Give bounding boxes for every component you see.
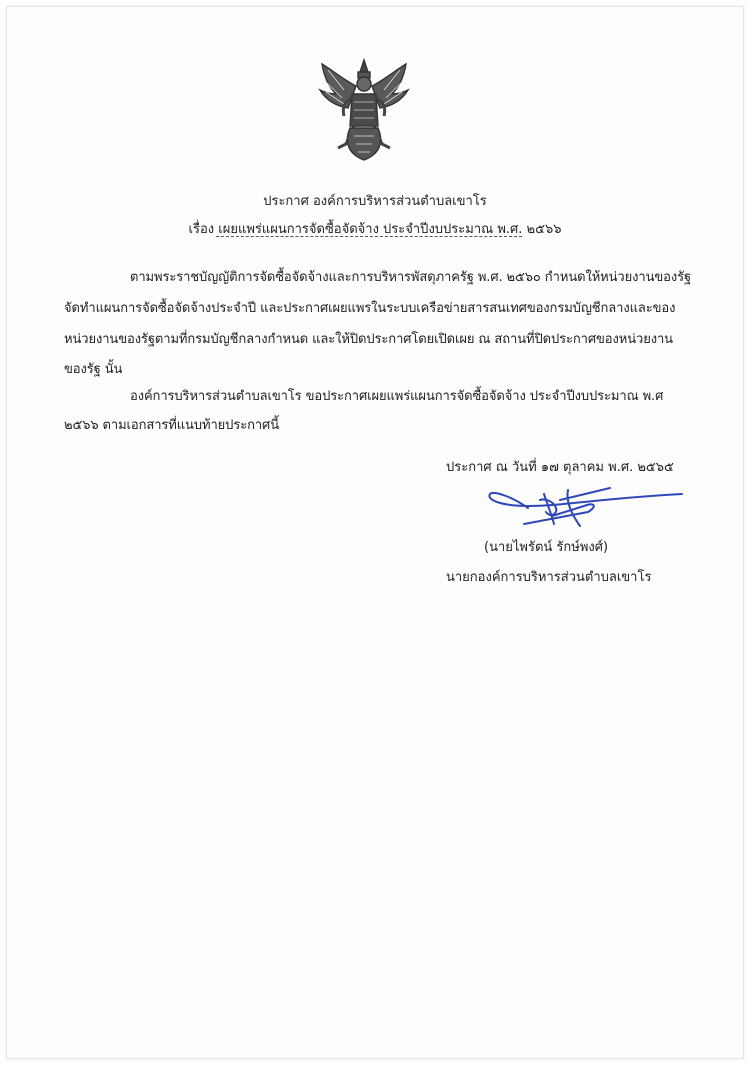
- paragraph1-line2: จัดทำแผนการจัดซื้อจัดจ้างประจำปี และประกาศเผยแพรในระบบเครือข่ายสารสนเทศของกรมบัญชีกลางและของ: [64, 301, 676, 316]
- paragraph2-line1: องค์การบริหารส่วนตำบลเขาโร ขอประกาศเผยแพร่แผนการจัดซื้อจัดจ้าง ประจำปีงบประมาณ พ.ศ: [130, 389, 664, 404]
- signature-mark: [484, 476, 686, 536]
- paragraph1-line4: ของรัฐ นั้น: [64, 362, 123, 377]
- announcement-subject: เรื่อง เผยแพร่แผนการจัดซื้อจัดจ้าง ประจำปีงบประมาณ พ.ศ. ๒๕๖๖: [188, 222, 562, 237]
- paragraph2-line2: ๒๕๖๖ ตามเอกสารที่แนบท้ายประกาศนี้: [64, 418, 279, 433]
- announcement-title: ประกาศ องค์การบริหารส่วนตำบลเขาโร: [263, 194, 487, 209]
- signer-position: นายกองค์การบริหารส่วนตำบลเขาโร: [446, 570, 652, 585]
- garuda-emblem-icon: [314, 56, 414, 166]
- paragraph1-line1: ตามพระราชบัญญัติการจัดซื้อจัดจ้างและการบริหารพัสดุภาครัฐ พ.ศ. ๒๕๖๐ กำหนดให้หน่วยงานของรัฐ: [130, 270, 692, 285]
- date-line: ประกาศ ณ วันที่ ๑๗ ตุลาคม พ.ศ. ๒๕๖๕: [446, 460, 674, 475]
- dashed-divider: [216, 236, 522, 237]
- paragraph1-line3: หน่วยงานของรัฐตามที่กรมบัญชีกลางกำหนด และให้ปิดประกาศโดยเปิดเผย ณ สถานที่ปิดประกาศของหน่วยงาน: [64, 332, 673, 347]
- signer-name: (นายไพรัตน์ รักษ์พงศ์): [484, 540, 609, 555]
